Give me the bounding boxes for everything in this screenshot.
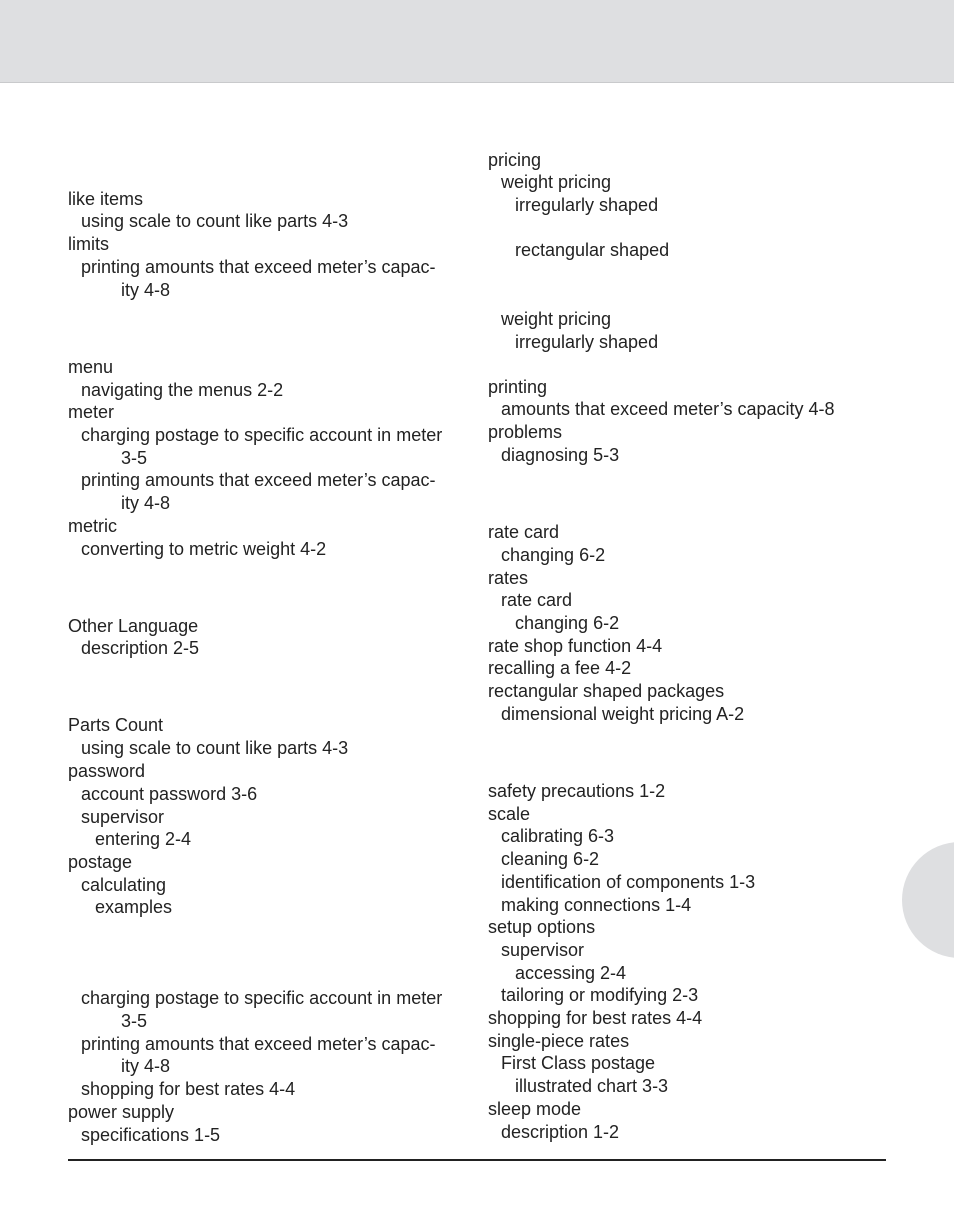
index-entry: shopping for best rates 4-4	[488, 1008, 703, 1028]
index-subsubentry: accessing 2-4	[515, 963, 627, 983]
index-subentry: supervisor	[501, 940, 585, 960]
index-subsubentry: irregularly shaped	[515, 195, 659, 215]
index-entry: postage	[68, 852, 133, 872]
index-entry: pricing	[488, 150, 542, 170]
index-entry: rate shop function 4-4	[488, 636, 663, 656]
index-subsubentry: illustrated chart 3-3	[515, 1076, 669, 1096]
index-subentry: printing amounts that exceed meter’s capac-	[81, 470, 436, 490]
index-subentry: specifications 1-5	[81, 1125, 221, 1145]
index-entry: Other Language	[68, 616, 199, 636]
index-subentry: account password 3-6	[81, 784, 258, 804]
index-subsubentry: entering 2-4	[95, 829, 192, 849]
index-subentry: identification of components 1-3	[501, 872, 756, 892]
index-entry: limits	[68, 234, 109, 254]
index-entry: power supply	[68, 1102, 175, 1122]
index-subentry: diagnosing 5-3	[501, 445, 620, 465]
index-entry: like items	[68, 189, 144, 209]
header-band	[0, 0, 954, 83]
index-continuation: ity 4-8	[121, 280, 171, 300]
index-entry: printing	[488, 377, 548, 397]
side-thumb-tab	[902, 842, 954, 958]
index-continuation: 3-5	[121, 1011, 148, 1031]
index-entry: rate card	[488, 522, 560, 542]
index-subentry: calculating	[81, 875, 167, 895]
index-subentry: rate card	[501, 590, 573, 610]
index-subentry: charging postage to specific account in meter	[81, 425, 443, 445]
index-subentry: calibrating 6-3	[501, 826, 615, 846]
index-entry: single-piece rates	[488, 1031, 630, 1051]
index-entry: rates	[488, 568, 529, 588]
index-subsubentry: changing 6-2	[515, 613, 620, 633]
index-entry: scale	[488, 804, 531, 824]
index-subentry: converting to metric weight 4-2	[81, 539, 327, 559]
index-subsubentry: examples	[95, 897, 173, 917]
index-entry: Parts Count	[68, 715, 164, 735]
index-entry: metric	[68, 516, 117, 536]
index-entry: recalling a fee 4-2	[488, 658, 632, 678]
index-entry: sleep mode	[488, 1099, 582, 1119]
index-subentry: using scale to count like parts 4-3	[81, 211, 349, 231]
index-subsubentry: irregularly shaped	[515, 332, 659, 352]
index-subentry: weight pricing	[501, 309, 612, 329]
index-entry: problems	[488, 422, 563, 442]
index-continuation: 3-5	[121, 448, 148, 468]
index-continuation: ity 4-8	[121, 1056, 171, 1076]
index-entry: password	[68, 761, 146, 781]
index-entry: safety precautions 1-2	[488, 781, 666, 801]
index-subentry: cleaning 6-2	[501, 849, 600, 869]
index-subentry: changing 6-2	[501, 545, 606, 565]
index-entry: menu	[68, 357, 114, 377]
index-subentry: weight pricing	[501, 172, 612, 192]
index-subentry: printing amounts that exceed meter’s capac-	[81, 257, 436, 277]
index-continuation: ity 4-8	[121, 493, 171, 513]
index-subentry: description 1-2	[501, 1122, 620, 1142]
index-subentry: supervisor	[81, 807, 165, 827]
index-subentry: dimensional weight pricing A-2	[501, 704, 745, 724]
index-entry: rectangular shaped packages	[488, 681, 725, 701]
index-subentry: shopping for best rates 4-4	[81, 1079, 296, 1099]
index-subentry: using scale to count like parts 4-3	[81, 738, 349, 758]
index-subentry: First Class postage	[501, 1053, 656, 1073]
index-subentry: description 2-5	[81, 638, 200, 658]
index-subentry: navigating the menus 2-2	[81, 380, 284, 400]
footer-rule	[68, 1159, 886, 1161]
index-subentry: tailoring or modifying 2-3	[501, 985, 699, 1005]
index-subsubentry: rectangular shaped	[515, 240, 670, 260]
index-entry: setup options	[488, 917, 596, 937]
index-subentry: amounts that exceed meter’s capacity 4-8	[501, 399, 835, 419]
index-subentry: charging postage to specific account in meter	[81, 988, 443, 1008]
index-subentry: printing amounts that exceed meter’s capac-	[81, 1034, 436, 1054]
index-subentry: making connections 1-4	[501, 895, 692, 915]
index-entry: meter	[68, 402, 115, 422]
